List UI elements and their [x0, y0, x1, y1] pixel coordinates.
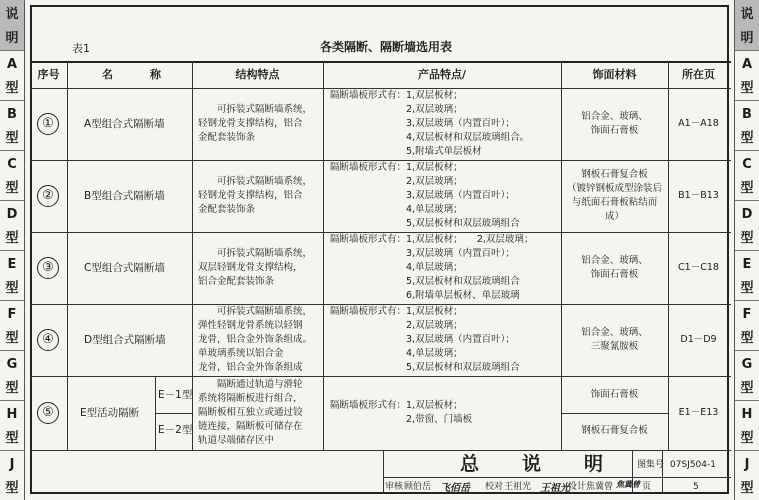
- side-tab-char: 型: [740, 481, 754, 496]
- side-tab-a[interactable]: [0, 50, 24, 100]
- rule-bottom: [30, 450, 731, 451]
- row-product-line: 隔断墙板形式有：1,双层板材；: [330, 400, 463, 411]
- row-number-circle: ⑤: [37, 402, 59, 424]
- row-structure-line: 金配套装饰条: [198, 132, 256, 143]
- side-tab-d[interactable]: [0, 200, 24, 250]
- row-page-range: B1－B13: [678, 190, 719, 201]
- row-product-line: 4,单层玻璃；: [330, 348, 463, 359]
- side-tab-divider: [0, 50, 24, 51]
- row-product-line: 5,双层板材和双层玻璃组合: [330, 276, 520, 287]
- designer-signature: 焦冀曾: [616, 479, 640, 489]
- row-product-line: 2,双层玻璃；: [330, 104, 463, 115]
- side-tab-e[interactable]: [735, 250, 759, 300]
- row-finish-line: 饰面石膏板: [590, 269, 639, 280]
- row-structure-line: 铝合金配套装饰条: [198, 276, 275, 287]
- rule-row4: [30, 376, 731, 377]
- row-structure-line: 双层轻钢龙骨支撑结构，: [198, 262, 303, 273]
- side-tab-overview[interactable]: [735, 0, 759, 50]
- row-number-circle: ④: [37, 329, 59, 351]
- side-tabs-left: [0, 0, 25, 500]
- row-finish-line: 饰面石膏板: [590, 125, 639, 136]
- header-page: 所在页: [682, 68, 715, 81]
- side-tab-char: 型: [740, 181, 754, 196]
- rule-top: [30, 61, 731, 63]
- row-finish-line: 与纸面石膏板粘结而: [571, 197, 658, 208]
- side-tab-divider: [735, 350, 759, 351]
- checker-name: 王祖光: [504, 482, 532, 492]
- side-tab-divider: [0, 300, 24, 301]
- rule-finish-sub: [561, 413, 668, 414]
- row-product-line: 3,双层玻璃（内置百叶）；: [330, 118, 515, 129]
- page-label: 页: [642, 482, 652, 492]
- row-product-line: 6,附墙单层板材、单层玻璃: [330, 290, 520, 301]
- side-tab-g[interactable]: [0, 350, 24, 400]
- side-tab-letter: 说: [5, 7, 19, 22]
- side-tab-f[interactable]: [735, 300, 759, 350]
- row-product-line: 4,单层玻璃；: [330, 204, 463, 215]
- side-tab-d[interactable]: [735, 200, 759, 250]
- row-name: B型组合式隔断墙: [84, 190, 165, 202]
- tb-mid: [383, 477, 731, 478]
- checker-signature: 王祖光: [540, 483, 570, 494]
- side-tab-j[interactable]: [735, 450, 759, 500]
- side-tab-char: 型: [740, 231, 754, 246]
- side-tab-f[interactable]: [0, 300, 24, 350]
- row-structure-line: 轻钢龙骨支撑结构，铝合: [198, 190, 303, 201]
- side-tab-letter: E: [7, 257, 17, 272]
- row-structure-line: 龙骨，铝合金外饰条组成: [198, 362, 303, 373]
- side-tab-char: 型: [5, 131, 19, 146]
- tb-col-b: [662, 450, 663, 494]
- side-tab-divider: [735, 100, 759, 101]
- side-tab-char: 型: [740, 281, 754, 296]
- side-tab-divider: [0, 200, 24, 201]
- side-tabs-right: [734, 0, 759, 500]
- col-3: [323, 61, 324, 450]
- side-tab-divider: [0, 250, 24, 251]
- row-product-line: 2,双层玻璃；: [330, 320, 463, 331]
- side-tab-divider: [735, 400, 759, 401]
- row-structure-line: 弹性轻钢龙骨系统以轻钢: [198, 320, 303, 331]
- col-1: [67, 61, 68, 450]
- side-tab-char: 型: [740, 331, 754, 346]
- reviewer-signature: 飞佰岳: [440, 483, 470, 494]
- side-tab-divider: [0, 450, 24, 451]
- row-finish-line: 铝合金、玻璃、: [581, 111, 648, 122]
- side-tab-letter: H: [741, 407, 753, 422]
- side-tab-h[interactable]: [0, 400, 24, 450]
- side-tab-letter: G: [6, 357, 18, 372]
- row-subtype: E－2型: [158, 424, 193, 436]
- side-tab-g[interactable]: [735, 350, 759, 400]
- row-page-range: E1－E13: [678, 407, 719, 418]
- row-structure-line: 轨道尽端储存区中: [198, 435, 275, 446]
- side-tab-divider: [0, 350, 24, 351]
- row-structure-line: 可拆装式隔断墙系统，: [198, 248, 313, 259]
- side-tab-char: 型: [5, 331, 19, 346]
- row-number-circle: ③: [37, 257, 59, 279]
- header-finish: 饰面材料: [592, 68, 637, 81]
- side-tab-letter: B: [742, 107, 752, 122]
- row-structure-line: 单玻璃系统以铝合金: [198, 348, 284, 359]
- designer-name: 焦冀曾: [586, 482, 614, 492]
- side-tab-char: 型: [5, 81, 19, 96]
- table-title: 各类隔断、隔断墙选用表: [320, 40, 453, 54]
- row-structure-line: 隔断通过轨道与滑轮: [198, 379, 303, 390]
- atlas-number: 07SJ504-1: [670, 460, 716, 470]
- check-label: 校对: [485, 482, 504, 492]
- side-tab-char: 型: [5, 231, 19, 246]
- row-subtype: E－1型: [158, 389, 193, 401]
- side-tab-b[interactable]: [735, 100, 759, 150]
- row-finish: 饰面石膏板: [590, 389, 639, 400]
- side-tab-divider: [735, 250, 759, 251]
- row-product-line: 5,双层板材和双层玻璃组合: [330, 362, 520, 373]
- row-name: A型组合式隔断墙: [84, 118, 165, 130]
- side-tab-divider: [735, 50, 759, 51]
- side-tab-letter: F: [742, 307, 752, 322]
- side-tab-letter: F: [7, 307, 17, 322]
- row-finish-line: 三聚氰胺板: [590, 341, 639, 352]
- row-finish-line: 钢板石膏复合板: [581, 169, 648, 180]
- row-name: D型组合式隔断墙: [84, 334, 166, 346]
- row-product-line: 2,双层玻璃；: [330, 176, 463, 187]
- side-tab-j[interactable]: [0, 450, 24, 500]
- side-tab-letter: B: [7, 107, 17, 122]
- side-tab-letter: 说: [740, 7, 754, 22]
- side-tab-letter: A: [741, 57, 753, 72]
- side-tab-char: 明: [5, 31, 19, 46]
- doc-title: 总 说 明: [460, 453, 616, 475]
- row-name: C型组合式隔断墙: [84, 262, 165, 274]
- row-product-line: 隔断墙板形式有：1,双层板材； 2,双层玻璃；: [330, 234, 534, 245]
- row-product-line: 3,双层玻璃（内置百叶）；: [330, 334, 515, 345]
- table-label: 表1: [72, 42, 90, 55]
- side-tab-divider: [0, 400, 24, 401]
- row-name: E型活动隔断: [80, 407, 140, 419]
- side-tab-letter: D: [6, 207, 18, 222]
- row-structure-line: 可拆装式隔断墙系统，: [198, 104, 313, 115]
- side-tab-letter: H: [6, 407, 18, 422]
- tb-left: [383, 450, 384, 494]
- row-finish-line: （镀锌钢板成型涂装后: [566, 183, 662, 194]
- row-number-circle: ①: [37, 113, 59, 135]
- side-tab-divider: [735, 200, 759, 201]
- design-label: 设计: [568, 482, 587, 492]
- header-name-b: 称: [150, 68, 161, 81]
- side-tab-char: 型: [740, 131, 754, 146]
- review-label: 审核: [385, 482, 404, 492]
- row-structure-line: 隔断板相互独立或通过铰: [198, 407, 303, 418]
- side-tab-divider: [0, 100, 24, 101]
- side-tab-e[interactable]: [0, 250, 24, 300]
- side-tab-char: 型: [5, 431, 19, 446]
- side-tab-divider: [735, 300, 759, 301]
- side-tab-a[interactable]: [735, 50, 759, 100]
- side-tab-letter: J: [9, 457, 15, 472]
- row-product-line: 5,附墙式单层板材: [330, 146, 482, 157]
- side-tab-b[interactable]: [0, 100, 24, 150]
- row-finish-line: 成）: [604, 211, 624, 222]
- side-tab-char: 型: [5, 381, 19, 396]
- row-product-line: 2,带窗、门墙板: [330, 414, 473, 425]
- col-sub: [155, 376, 156, 450]
- side-tab-divider: [735, 450, 759, 451]
- side-tab-char: 型: [5, 281, 19, 296]
- header-name-a: 名: [102, 68, 113, 81]
- row-structure-line: 系统将隔断板进行组合，: [198, 393, 303, 404]
- page-number: 5: [693, 482, 699, 492]
- row-structure-line: 可拆装式隔断墙系统，: [198, 176, 313, 187]
- row-finish-line: 铝合金、玻璃、: [581, 327, 648, 338]
- row-finish: 钢板石膏复合板: [581, 425, 648, 436]
- side-tab-char: 型: [5, 181, 19, 196]
- row-product-line: 隔断墙板形式有：1,双层板材；: [330, 162, 463, 173]
- side-tab-char: 明: [740, 31, 754, 46]
- side-tab-divider: [735, 150, 759, 151]
- side-tab-char: 型: [740, 81, 754, 96]
- side-tab-h[interactable]: [735, 400, 759, 450]
- side-tab-overview[interactable]: [0, 0, 24, 50]
- side-tab-c[interactable]: [0, 150, 24, 200]
- side-tab-letter: C: [742, 157, 752, 172]
- side-tab-letter: G: [741, 357, 753, 372]
- header-seq: 序号: [37, 68, 60, 81]
- side-tab-letter: D: [741, 207, 753, 222]
- side-tab-c[interactable]: [735, 150, 759, 200]
- side-tab-letter: C: [7, 157, 17, 172]
- row-page-range: C1－C18: [678, 262, 719, 273]
- row-number-circle: ②: [37, 185, 59, 207]
- reviewer-name: 顾伯岳: [404, 482, 432, 492]
- row-structure-line: 可拆装式隔断墙系统，: [198, 306, 313, 317]
- row-product-line: 隔断墙板形式有：1,双层板材；: [330, 90, 463, 101]
- row-structure-line: 龙骨，铝合金外饰条组成。: [198, 334, 313, 345]
- row-finish-line: 铝合金、玻璃、: [581, 255, 648, 266]
- row-product-line: 5,双层板材和双层玻璃组合: [330, 218, 520, 229]
- side-tab-letter: E: [742, 257, 752, 272]
- row-structure-line: 金配套装饰条: [198, 204, 256, 215]
- atlas-label: 图集号: [637, 460, 665, 470]
- rule-sub: [155, 413, 192, 414]
- row-product-line: 4,双层板材和双层玻璃组合。: [330, 132, 530, 143]
- side-tab-char: 型: [5, 481, 19, 496]
- row-product-line: 3,双层玻璃（内置百叶）；: [330, 190, 515, 201]
- row-product-line: 3,双层玻璃（内置百叶）；: [330, 248, 515, 259]
- side-tab-letter: J: [744, 457, 750, 472]
- side-tab-divider: [0, 150, 24, 151]
- side-tab-letter: A: [6, 57, 18, 72]
- header-structure: 结构特点: [235, 68, 280, 81]
- side-tab-char: 型: [740, 431, 754, 446]
- row-page-range: D1－D9: [680, 334, 717, 345]
- row-structure-line: 链连接，隔断板可储存在: [198, 421, 303, 432]
- row-page-range: A1－A18: [678, 118, 719, 129]
- row-structure-line: 轻钢龙骨支撑结构，铝合: [198, 118, 303, 129]
- row-product-line: 4,单层玻璃；: [330, 262, 463, 273]
- row-product-line: 隔断墙板形式有：1,双层板材；: [330, 306, 463, 317]
- side-tab-char: 型: [740, 381, 754, 396]
- header-product: 产品特点/: [417, 68, 467, 81]
